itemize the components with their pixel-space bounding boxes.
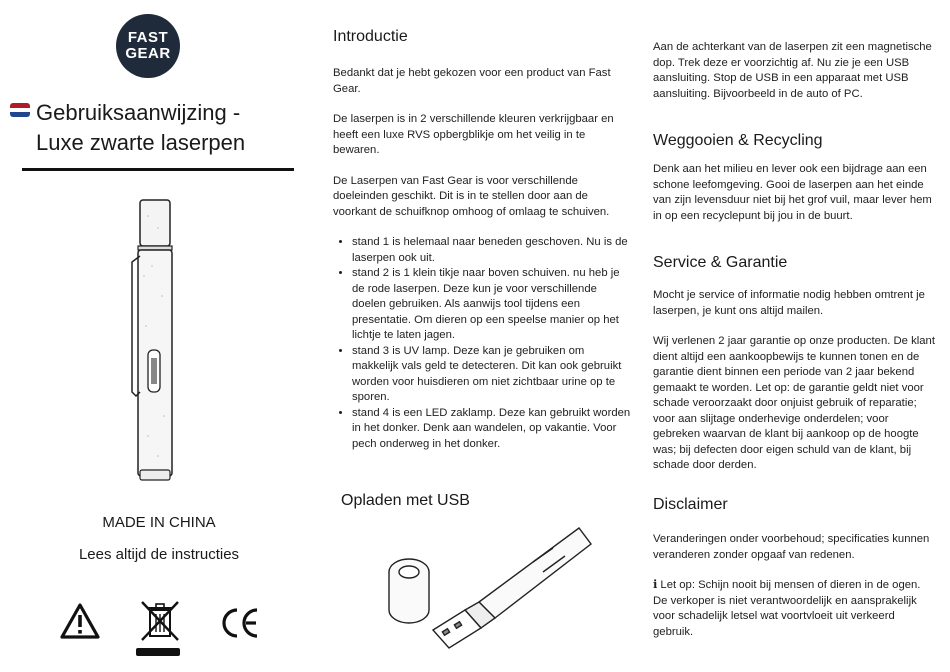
fast-gear-logo xyxy=(116,14,180,78)
made-in-label: MADE IN CHINA xyxy=(102,514,216,531)
dutch-flag-icon xyxy=(10,103,30,117)
list-item: • stand 1 is helemaal naar beneden geschoven. Nu is de laserpen ook uit. xyxy=(352,235,631,266)
stand-list xyxy=(333,235,631,452)
logo-line-2: GEAR xyxy=(125,45,171,62)
title-line-1: Gebruiksaanwijzing - xyxy=(36,100,241,125)
recycling-text: Denk aan het milieu en lever ook een bijdrage aan een schone leefomgeving. Gooi de laserpen aan het einde van zijn levensduur niet bij het grof vuil, maar lever hem in op een recyclepunt bij jou in de buurt. xyxy=(653,163,932,222)
page-title xyxy=(8,98,308,158)
intro-heading: Introductie xyxy=(333,28,408,45)
title-block xyxy=(8,98,308,158)
service-heading: Service & Garantie xyxy=(653,254,788,271)
list-item: • stand 2 is 1 klein tikje naar boven schuiven. nu heb je de rode laserpen. Deze kun je voor verschillende doelen gebruiken. Als aanwijs tool tijdens een presentatie. Om dieren op een speelse manier op het lichtje te laten jagen. xyxy=(352,266,631,344)
logo-line-1: FAST xyxy=(127,29,169,46)
weee-bar xyxy=(136,648,180,656)
weee-bin-icon xyxy=(138,598,182,642)
disclaimer-text-2: ℹ Let op: Schijn nooit bij mensen of dieren in de ogen. De verkoper is niet verantwoordelijk en aansprakelijk voor schadelijk letsel wat voortvloeit uit verkeerd gebruik. xyxy=(653,579,921,638)
service-text-1: Mocht je service of informatie nodig hebben omtrent je laserpen, je kunt ons altijd mailen. xyxy=(653,289,925,317)
ce-mark-icon xyxy=(220,606,260,640)
recycling-heading: Weggooien & Recycling xyxy=(653,132,823,149)
instructions-note: Lees altijd de instructies xyxy=(78,546,240,563)
title-line-2: Luxe zwarte laserpen xyxy=(36,130,246,155)
intro-paragraph-3: De Laserpen van Fast Gear is voor verschillende doeleinden geschikt. Dit is in te stellen door aan de voorkant de schuifknop omhoog of omlaag te schuiven. xyxy=(333,174,610,218)
disclaimer-text-1: Veranderingen onder voorbehoud; specificaties kunnen veranderen zonder opgaaf van redenen. xyxy=(653,533,930,561)
usb-instructions: Aan de achterkant van de laserpen zit een magnetische dop. Trek deze er voorzichtig af. Nu zie je een USB aansluiting. Stop de USB in een apparaat met USB aansluiting. Bijvoorbeeld in de auto of PC. xyxy=(653,41,932,100)
left-column xyxy=(0,0,318,672)
intro-body xyxy=(333,66,631,452)
list-item: • stand 3 is UV lamp. Deze kan je gebruiken om makkelijk vals geld te detecteren. Dit kan ook gebruikt worden voor huisdieren om niet zichtbaar urine op te sporen. xyxy=(352,344,631,406)
intro-paragraph-2: De laserpen is in 2 verschillende kleuren verkrijgbaar en heeft een luxe RVS opbergblikje om het veilig in te bewaren. xyxy=(333,113,614,156)
title-divider xyxy=(22,168,294,171)
laser-pen-illustration xyxy=(118,196,188,486)
disclaimer-heading: Disclaimer xyxy=(653,496,728,513)
intro-paragraph-1: Bedankt dat je hebt gekozen voor een product van Fast Gear. xyxy=(333,67,611,95)
usb-charging-illustration xyxy=(383,514,603,658)
charging-heading: Opladen met USB xyxy=(341,492,470,509)
list-item: • stand 4 is een LED zaklamp. Deze kan gebruikt worden in het donker. Denk aan wandelen, op vakantie. Voor pech onderweg in het donker. xyxy=(352,406,631,453)
service-text-2: Wij verlenen 2 jaar garantie op onze producten. De klant dient altijd een aankoopbewijs te kunnen tonen en de garantie dient binnen een periode van 2 jaar bekend gemaakt te worden. Let op: de garantie geldt niet voor schade veroorzaakt door onjuist gebruik of reparatie; voor aan slijtage onderhevige onderdelen; voor gebreken waarvan de klant bij aankoop op de hoogte was; bij defecten door eigen schuld van de klant, bij schade door derden. xyxy=(653,335,935,471)
warning-icon xyxy=(60,602,100,640)
